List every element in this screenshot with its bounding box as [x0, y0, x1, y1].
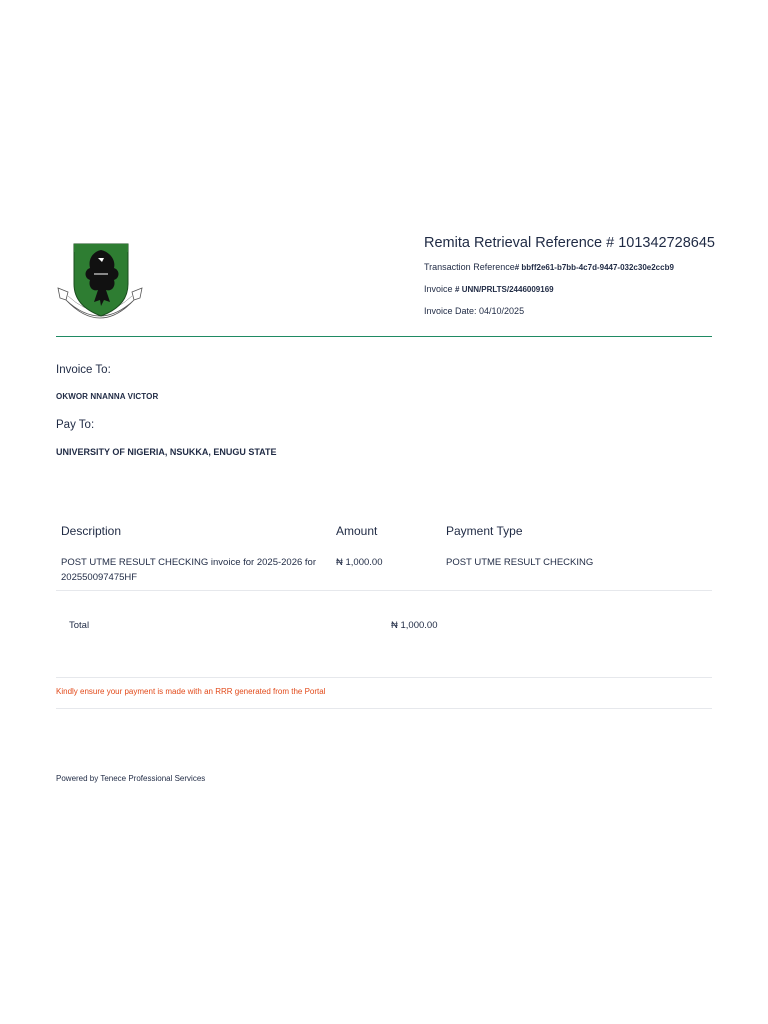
pay-to-label: Pay To: — [56, 419, 95, 431]
invoice-to-label: Invoice To: — [56, 364, 111, 376]
university-crest-icon — [54, 240, 146, 326]
invoice-number: Invoice # UNN/PRLTS/2446009169 — [424, 284, 554, 294]
transaction-reference-value: # bbff2e61-b7bb-4c7d-9447-032c30e2ccb9 — [514, 263, 674, 272]
header-divider — [56, 336, 712, 337]
notice-top-divider — [56, 677, 712, 678]
pay-to-name: UNIVERSITY OF NIGERIA, NSUKKA, ENUGU STATE — [56, 447, 277, 457]
column-header-payment-type: Payment Type — [446, 524, 523, 538]
transaction-reference: Transaction Reference# bbff2e61-b7bb-4c7d-9447-032c30e2ccb9 — [424, 262, 674, 272]
rrr-reference: Remita Retrieval Reference # 101342728645 — [424, 235, 715, 251]
table-row-description: POST UTME RESULT CHECKING invoice for 2025-2026 for 202550097475HF — [61, 557, 317, 583]
table-row-payment-type: POST UTME RESULT CHECKING — [446, 557, 594, 568]
column-header-description: Description — [61, 524, 122, 538]
total-label: Total — [69, 620, 90, 631]
payment-notice: Kindly ensure your payment is made with an RRR generated from the Portal — [56, 687, 326, 696]
row-divider — [56, 590, 712, 591]
powered-by: Powered by Tenece Professional Services — [56, 774, 206, 783]
invoice-number-value: # UNN/PRLTS/2446009169 — [455, 285, 554, 294]
invoice-to-name: OKWOR NNANNA VICTOR — [56, 392, 159, 401]
invoice-date: Invoice Date: 04/10/2025 — [424, 306, 525, 316]
table-row-amount: ₦ 1,000.00 — [336, 557, 383, 568]
invoice-header — [424, 234, 744, 317]
notice-bottom-divider — [56, 708, 712, 709]
column-header-amount: Amount — [336, 524, 378, 538]
total-value: ₦ 1,000.00 — [391, 620, 438, 631]
